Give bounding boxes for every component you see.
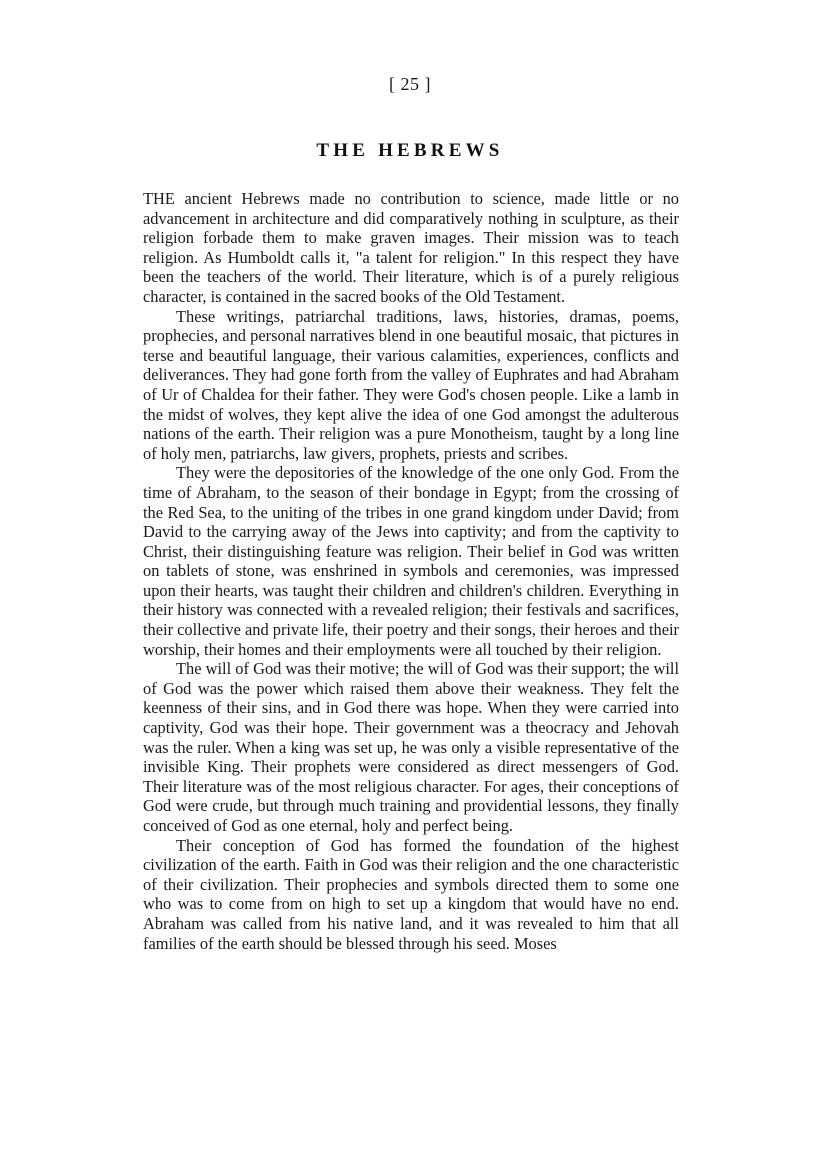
- paragraph: The will of God was their motive; the will of God was their support; the will of God was the power which raised them above their weakness. They felt the keenness of their sins, and in God there was hope. When they were carried into captivity, God was their hope. Their government was a theocracy and Jehovah was the ruler. When a king was set up, he was only a visible representative of the invisible King. Their prophets were considered as direct messengers of God. Their literature was of the most religious character. For ages, their conceptions of God were crude, but through much training and providential lessons, they finally conceived of God as one eternal, holy and perfect being.: [143, 659, 679, 835]
- chapter-title: THE HEBREWS: [316, 140, 504, 161]
- page-number: [ 25 ]: [389, 74, 431, 94]
- paragraph: THE ancient Hebrews made no contribution to science, made little or no advancement in architecture and did comparatively nothing in sculpture, as their religion forbade them to make graven images. Their mission was to teach religion. As Humboldt calls it, "a talent for religion." In this respect they have been the teachers of the world. Their literature, which is of a purely religious character, is contained in the sacred books of the Old Testament.: [143, 189, 679, 306]
- paragraph: These writings, patriarchal traditions, laws, histories, dramas, poems, prophecies, and personal narratives blend in one beautiful mosaic, that pictures in terse and beautiful language, their various calamities, experiences, conflicts and deliverances. They had gone forth from the valley of Euphrates and had Abraham of Ur of Chaldea for their father. They were God's chosen people. Like a lamb in the midst of wolves, they kept alive the idea of one God amongst the adulterous nations of the earth. Their religion was a pure Monotheism, taught by a long line of holy men, patriarchs, law givers, prophets, priests and scribes.: [143, 306, 679, 463]
- paragraph: Their conception of God has formed the foundation of the highest civilization of the earth. Faith in God was their religion and the one characteristic of their civilization. Their prophecies and symbols directed them to some one who was to come from on high to set up a kingdom that would have no end. Abraham was called from his native land, and it was revealed to him that all families of the earth should be blessed through his seed. Moses: [143, 835, 679, 953]
- paragraph: They were the depositories of the knowledge of the one only God. From the time of Abraham, to the season of their bondage in Egypt; from the crossing of the Red Sea, to the uniting of the tribes in one grand kingdom under David; from David to the carrying away of the Jews into captivity; and from the captivity to Christ, their distinguishing feature was religion. Their belief in God was written on tablets of stone, was enshrined in symbols and ceremonies, was impressed upon their hearts, was taught their children and children's children. Everything in their history was connected with a revealed religion; their festivals and sacrifices, their collective and private life, their poetry and their songs, their heroes and their worship, their homes and their employments were all touched by their religion.: [143, 463, 679, 659]
- body-text: [143, 189, 679, 953]
